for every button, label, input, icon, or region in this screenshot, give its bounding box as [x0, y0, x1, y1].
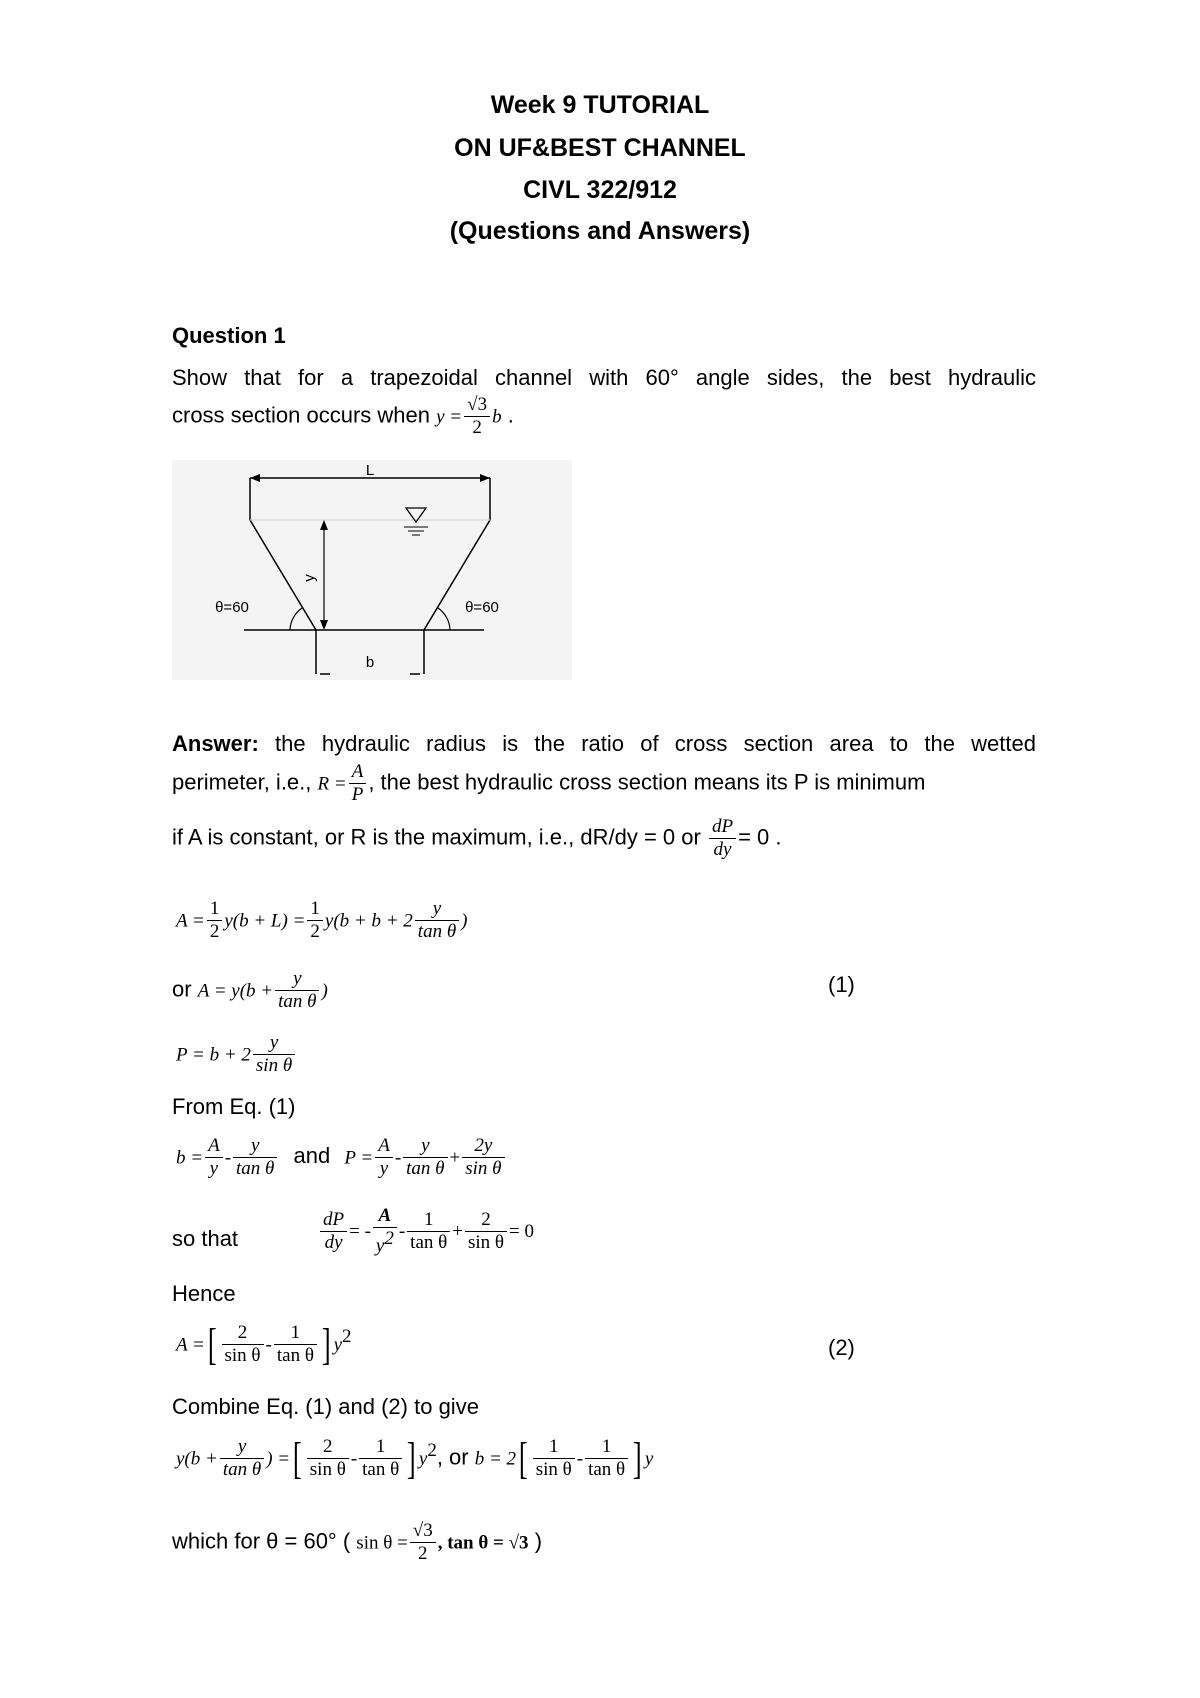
question-text-prefix: cross section occurs when — [172, 402, 430, 428]
eq-area-mid2: y(b + b + 2 — [324, 910, 413, 932]
condition-lhs: y = — [436, 406, 463, 428]
eq-p2-lhs: P = — [344, 1147, 374, 1169]
angle-label-right: θ=60 — [465, 599, 499, 616]
final-sin: sin θ = — [356, 1532, 408, 1554]
eq3-frac-y-tan: $\frac{y}{\text{tan θ}}$ — [220, 1436, 264, 1481]
eq3-bracket2-open: [ — [518, 1433, 528, 1483]
eq3-b-lhs: b = 2 — [474, 1448, 517, 1470]
question-text-line-2 — [172, 394, 514, 439]
eq2-bracket-close: ] — [321, 1319, 331, 1369]
eq-p2-frac-1: $\frac{A}{y}$ — [375, 1135, 393, 1180]
eq2-frac-2: $\frac{1}{\text{tan θ}}$ — [274, 1322, 317, 1367]
title-line-3: CIVL 322/912 — [523, 176, 677, 204]
half-fraction-2: $\frac{1}{2}$ — [307, 898, 323, 943]
condition-end: . — [507, 402, 514, 428]
eq3-or: , or — [436, 1444, 469, 1470]
eq3-bracket2-close: ] — [633, 1433, 642, 1483]
eq1-fraction: $\frac{y}{\text{tan θ}}$ — [275, 968, 319, 1013]
eq3-frac-2: $\frac{1}{\text{tan θ}}$ — [359, 1436, 402, 1481]
answer-line-3-prefix: if A is constant, or R is the maximum, i.e., dR/dy = 0 or — [172, 824, 701, 850]
eq-b-minus: - — [224, 1147, 232, 1169]
eq3-close: ) = — [266, 1448, 291, 1470]
eq3-frac-3: $\frac{1}{\text{sin θ}}$ — [533, 1436, 575, 1481]
radius-lhs: R = — [317, 773, 347, 795]
half-fraction-1: $\frac{1}{2}$ — [207, 898, 223, 943]
from-eq1: From Eq. (1) — [172, 1094, 296, 1119]
eq-p2-minus: - — [394, 1147, 402, 1169]
deriv-two-over-sin: $\frac{2}{\text{sin θ}}$ — [465, 1209, 507, 1254]
eq3-y: y — [418, 1448, 428, 1470]
eq3-bracket-open: [ — [293, 1433, 302, 1483]
equation-2 — [176, 1319, 352, 1369]
eq3-lhs: y(b + — [176, 1448, 218, 1470]
equation-area-full — [176, 898, 468, 943]
final-sqrt3-over-2: $\frac{√3}{2}$ — [410, 1520, 436, 1565]
top-label: L — [365, 462, 375, 479]
eq1-close: ) — [321, 980, 328, 1002]
eq2-frac-1: $\frac{2}{\text{sin θ}}$ — [222, 1322, 264, 1367]
hence: Hence — [172, 1281, 236, 1306]
deriv-dp-dy: $\frac{dP}{dy}$ — [320, 1209, 347, 1254]
eq2-bracket-open: [ — [207, 1319, 217, 1369]
answer-line-3-end: . — [775, 824, 782, 850]
deriv-eq: = - — [349, 1220, 371, 1242]
final-prefix: which for θ = 60° ( — [172, 1528, 351, 1554]
title-line-4: (Questions and Answers) — [449, 217, 751, 245]
deriv-plus: + — [452, 1220, 463, 1242]
deriv-minus: - — [398, 1220, 406, 1242]
equation-combined — [176, 1433, 654, 1483]
eq3-y-end: y — [644, 1448, 654, 1470]
answer-line-2-prefix: perimeter, i.e., — [172, 769, 312, 795]
eq2-y-exp: 2 — [342, 1325, 352, 1347]
eq2-y: y — [333, 1334, 343, 1356]
question-text-line-1: Show that for a trapezoidal channel with 60° angle sides, the best hydraulic — [172, 365, 1036, 390]
eq3-minus: - — [350, 1448, 358, 1470]
radius-fraction: $\frac{A}{P}$ — [349, 761, 367, 806]
y-over-tan: $\frac{y}{\text{tan θ}}$ — [415, 898, 459, 943]
title-line-2: ON UF&BEST CHANNEL — [454, 134, 746, 162]
eq-area-lhs: A = — [176, 910, 205, 932]
title-line-1: Week 9 TUTORIAL — [490, 91, 710, 119]
deriv-one-over-tan: $\frac{1}{\text{tan θ}}$ — [407, 1209, 450, 1254]
eq3-y-exp: 2 — [427, 1439, 437, 1461]
eq-b-frac-1: $\frac{A}{y}$ — [205, 1135, 223, 1180]
eq3-bracket-close: ] — [407, 1433, 416, 1483]
condition-var: b — [492, 406, 502, 428]
eq3-frac-4: $\frac{1}{\text{tan θ}}$ — [585, 1436, 628, 1481]
or-word: or — [172, 976, 192, 1002]
final-line — [172, 1520, 542, 1565]
question-heading: Question 1 — [172, 323, 286, 348]
answer-line-2 — [172, 761, 925, 806]
eq-b-lhs: b = — [176, 1147, 204, 1169]
equation-b-and-p — [176, 1135, 507, 1180]
combine-text: Combine Eq. (1) and (2) to give — [172, 1394, 479, 1419]
depth-label: y — [301, 574, 318, 582]
figure-background — [172, 460, 572, 680]
answer-label: Answer: — [172, 731, 259, 756]
eq-p2-frac-2: $\frac{y}{\text{tan θ}}$ — [403, 1135, 447, 1180]
dp-dy-fraction: $\frac{dP}{dy}$ — [709, 816, 736, 861]
eq-p2-plus: + — [449, 1147, 461, 1169]
eq3-frac-1: $\frac{2}{\text{sin θ}}$ — [307, 1436, 349, 1481]
eq-area-close: ) — [461, 910, 468, 932]
answer-line-1 — [172, 731, 1036, 757]
and-word: and — [293, 1143, 331, 1169]
eq-p-fraction: $\frac{y}{\text{sin θ}}$ — [253, 1032, 295, 1077]
final-close: ) — [534, 1528, 543, 1554]
deriv-y-exp: 2 — [384, 1228, 394, 1249]
eq-area-mid1: y(b + L) = — [224, 910, 306, 932]
eq2-minus: - — [265, 1334, 272, 1356]
equation-number-2: (2) — [828, 1335, 855, 1360]
eq-p2-frac-3: $\frac{2y}{\text{sin θ}}$ — [462, 1135, 504, 1180]
equation-perimeter — [176, 1032, 297, 1077]
dp-rhs: = 0 — [738, 824, 770, 850]
eq-b-frac-2: $\frac{y}{\text{tan θ}}$ — [233, 1135, 277, 1180]
deriv-y: y — [375, 1235, 385, 1257]
eq1-lhs: A = y(b + — [197, 980, 274, 1002]
deriv-a-over-y2: $\frac{A}{y^2}$ — [373, 1205, 397, 1257]
equation-number-1: (1) — [828, 972, 855, 997]
answer-line-1-text: the hydraulic radius is the ratio of cross section area to the wetted — [275, 731, 1036, 756]
deriv-zero: = 0 — [509, 1220, 534, 1242]
bottom-label: b — [365, 654, 375, 671]
eq-p-lhs: P = b + 2 — [176, 1044, 251, 1066]
angle-label-left: θ=60 — [215, 599, 249, 616]
equation-derivative — [318, 1205, 534, 1257]
condition-fraction: $\frac{√3}{2}$ — [464, 394, 490, 439]
eq3-minus-2: - — [576, 1448, 584, 1470]
answer-line-3 — [172, 816, 782, 861]
equation-1 — [172, 968, 328, 1013]
final-tan: , tan θ = √3 — [437, 1532, 529, 1554]
eq2-lhs: A = — [176, 1334, 205, 1356]
answer-line-2-suffix: , the best hydraulic cross section means its P is minimum — [368, 769, 926, 795]
channel-figure — [172, 460, 572, 680]
so-that: so that — [172, 1226, 239, 1251]
